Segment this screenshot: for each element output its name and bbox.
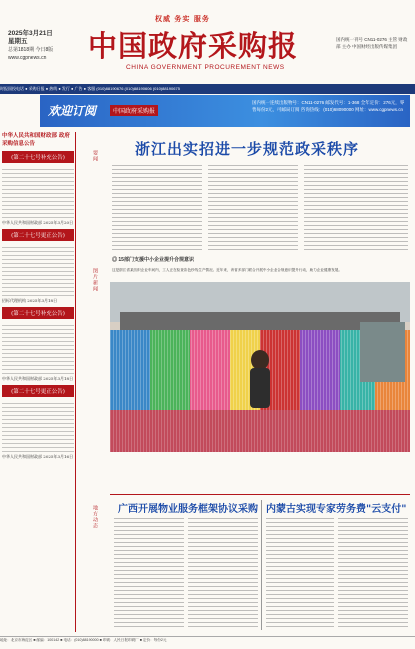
masthead-english: CHINA GOVERNMENT PROCUREMENT NEWS — [126, 64, 285, 71]
banner-paper-name: 中国政府采购报 — [110, 105, 158, 116]
publisher-info: 国内统一刊号 CN11-0276 主管 财政部 主办 中国财经出版传媒集团 — [336, 37, 408, 49]
bottom-headline-guangxi[interactable]: 广西开展物业服务框架协议采购 — [118, 504, 258, 515]
masthead-area — [0, 0, 415, 82]
issue-date: 2025年3月21日 — [8, 30, 53, 37]
website[interactable]: www.cgpnews.cn — [8, 55, 47, 61]
bottom-body-1a — [114, 515, 184, 630]
issue-info — [8, 30, 78, 62]
bottom-body-2b — [338, 515, 408, 630]
notice-note-4: 中华人民共和国财政部 2025年3月16日 — [2, 454, 74, 459]
article-body-col-1 — [112, 162, 202, 252]
notice-title-2[interactable]: (第二十七号更正公告) — [2, 229, 74, 241]
factory-photo — [110, 282, 410, 452]
bottom-body-1b — [188, 515, 258, 630]
notice-body-3 — [2, 322, 74, 374]
section-label-top: 要闻 — [92, 150, 98, 162]
notice-note-2: 招标代理机构 2025年3月18日 — [2, 298, 58, 303]
notice-body-2 — [2, 244, 74, 296]
masthead-title: 中国政府采购报 — [88, 29, 299, 63]
slogan: 权威 务实 服务 — [155, 14, 210, 23]
banner-info: 国内统一连续出版物号：CN11-0276 邮发代号：1-368 全年定价：276元，零售每份2元，可邮局订阅 咨询热线：(010)68090000 网址：www.cgpnews.cn — [252, 100, 405, 112]
info-strip: 时报国投电话 ● 采购日报 ● 热线 ● 发行 ● 广告 ● 客服 (010)88190676 (010)88190606 (010)88190675 — [0, 84, 415, 94]
photo-headline[interactable]: ◎ 15部门支援中小企业提升合规意识 — [112, 257, 194, 263]
article-body-col-3 — [304, 162, 408, 252]
yarn-photo-illustration — [110, 282, 410, 452]
notice-title-4[interactable]: (第二十七号更正公告) — [2, 385, 74, 397]
section-label-bottom: 地方动态 — [92, 505, 98, 529]
bottom-headline-inner-mongolia[interactable]: 内蒙古实现专家劳务费"云支付" — [266, 504, 407, 515]
issue-weekday: 星期五 — [8, 38, 28, 45]
notice-title-3[interactable]: (第二十七号补充公告) — [2, 307, 74, 319]
main-headline[interactable]: 浙江出实招进一步规范政采秩序 — [135, 140, 360, 158]
banner-title: 欢迎订阅 — [48, 104, 97, 118]
bottom-body-2a — [266, 515, 334, 630]
notice-note-1: 中华人民共和国财政部 2025年3月20日 — [2, 220, 74, 225]
page-footer: 地址：北京市海淀区 ■ 邮编：100142 ■ 电话：(010)88190000 ■ 印刷：人民日报印刷厂 ■ 定价：每份2元 — [0, 636, 415, 649]
subscription-banner[interactable] — [40, 95, 410, 127]
section-label-photo: 图片新闻 — [92, 268, 98, 292]
notice-body-1 — [2, 166, 74, 218]
article-body-col-2 — [208, 162, 298, 252]
bottom-divider — [261, 500, 262, 630]
issue-number: 总第1818期 今日8版 — [8, 47, 54, 53]
left-column — [2, 132, 74, 632]
left-column-lead: 中华人民共和国财政部 政府采购信息公告 — [2, 133, 70, 147]
bottom-rule — [110, 494, 410, 495]
notice-title-1[interactable]: (第二十七号补充公告) — [2, 151, 74, 163]
notice-note-3: 中华人民共和国财政部 2025年3月18日 — [2, 376, 74, 381]
column-divider — [75, 132, 76, 632]
photo-caption: 这是浙江省某纺织企业车间内，工人正在检查彩色纱线生产情况。近年来，该省多部门联合开展中小企业合规意识提升行动，助力企业健康发展。 — [112, 268, 342, 272]
notice-body-4 — [2, 400, 74, 452]
